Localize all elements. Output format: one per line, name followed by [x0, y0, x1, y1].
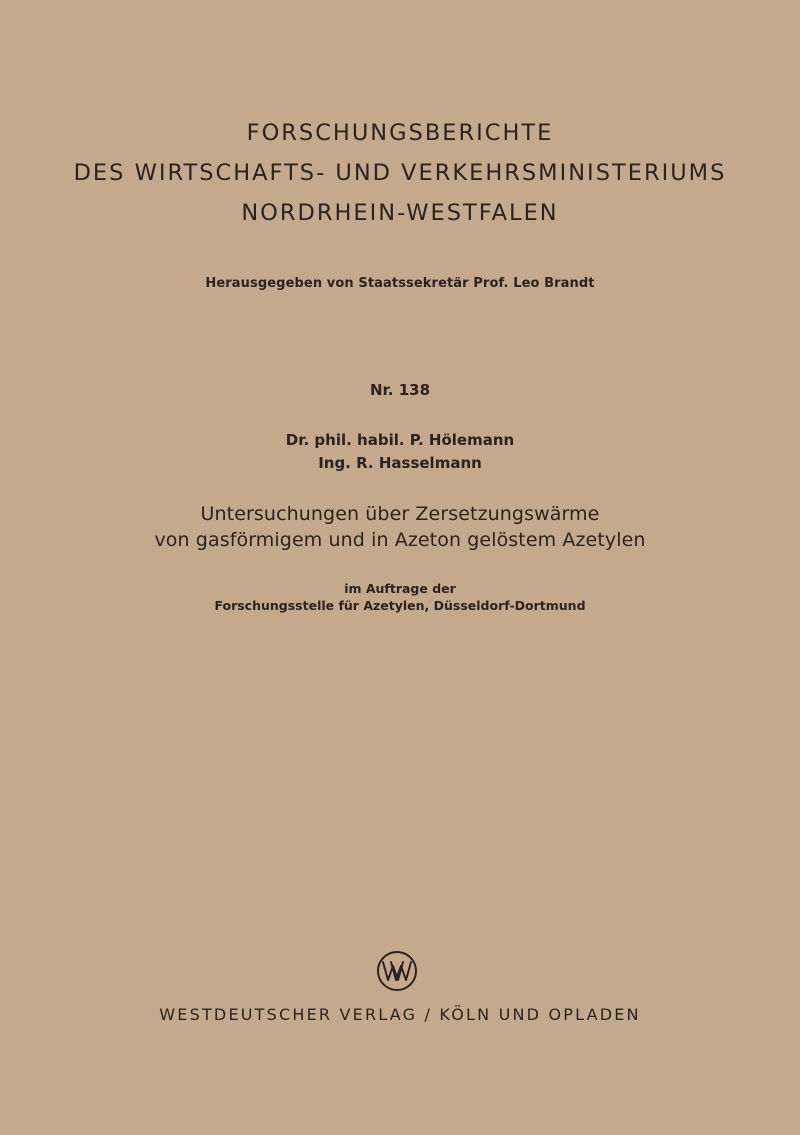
report-title-line-1: Untersuchungen über Zersetzungswärme — [200, 503, 600, 525]
commission-line-1: im Auftrage der — [344, 581, 456, 596]
series-title-line-3: NORDRHEIN-WESTFALEN — [241, 200, 559, 226]
author-2: Ing. R. Hasselmann — [318, 454, 482, 472]
series-title-line-1: FORSCHUNGSBERICHTE — [246, 120, 554, 146]
author-1: Dr. phil. habil. P. Hölemann — [285, 431, 515, 449]
editor-line: Herausgegeben von Staatssekretär Prof. Leo Brandt — [205, 276, 595, 291]
publisher-logo-icon — [376, 950, 418, 992]
publisher-imprint: WESTDEUTSCHER VERLAG / KÖLN UND OPLADEN — [159, 1005, 641, 1024]
report-number: Nr. 138 — [369, 381, 431, 399]
commission-line-2: Forschungsstelle für Azetylen, Düsseldorf-Dortmund — [214, 598, 586, 613]
series-title-line-2: DES WIRTSCHAFTS- UND VERKEHRSMINISTERIUMS — [73, 160, 727, 186]
report-title-line-2: von gasförmigem und in Azeton gelöstem Azetylen — [154, 529, 646, 551]
